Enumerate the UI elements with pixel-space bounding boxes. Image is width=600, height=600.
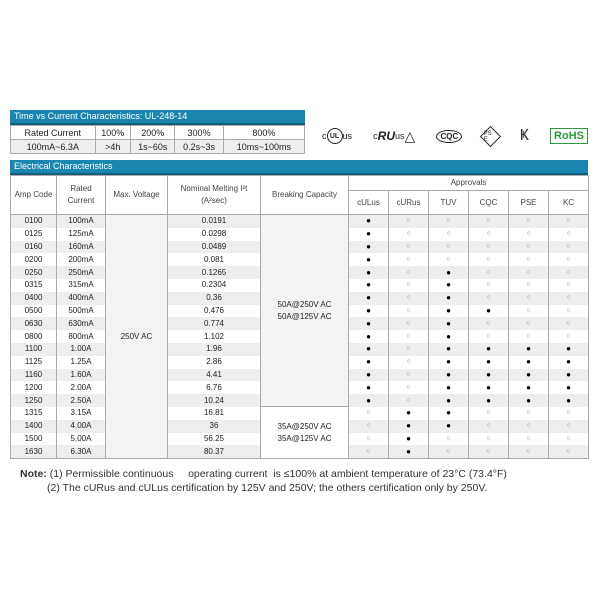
approval-kc-no: ○ xyxy=(549,292,589,305)
rated-current: 3.15A xyxy=(57,407,106,420)
header-amp-code: Amp Code xyxy=(11,176,57,215)
approval-culus-no: ○ xyxy=(349,420,389,433)
melting-i2t: 0.0298 xyxy=(168,228,261,241)
certification-logos xyxy=(322,122,588,150)
breaking-capacity-line: 35A@125V AC xyxy=(277,433,332,443)
approval-pse-yes: ● xyxy=(509,394,549,407)
time-current-value-cell: 10ms~100ms xyxy=(223,140,304,154)
approval-culus-yes: ● xyxy=(349,330,389,343)
time-current-value-cell: 100mA~6.3A xyxy=(11,140,96,154)
header-approval-culus: cULus xyxy=(349,191,389,215)
melting-i2t: 80.37 xyxy=(168,445,261,458)
rated-current: 800mA xyxy=(57,330,106,343)
amp-code: 0200 xyxy=(11,253,57,266)
breaking-capacity-line: 50A@250V AC xyxy=(277,299,332,309)
approval-tuv-yes: ● xyxy=(429,343,469,356)
time-current-header-cell: Rated Current xyxy=(11,126,96,140)
approval-cqc-no: ○ xyxy=(469,407,509,420)
header-approval-pse: PSE xyxy=(509,191,549,215)
approval-kc-no: ○ xyxy=(549,215,589,228)
approval-culus-yes: ● xyxy=(349,369,389,382)
approval-culus-yes: ● xyxy=(349,381,389,394)
melting-i2t: 0.0191 xyxy=(168,215,261,228)
approval-curus-no: ○ xyxy=(389,356,429,369)
note xyxy=(20,467,507,495)
approval-tuv-no: ○ xyxy=(429,241,469,254)
approval-pse-no: ○ xyxy=(509,433,549,446)
breaking-capacity-line: 50A@125V AC xyxy=(277,311,332,321)
approval-cqc-no: ○ xyxy=(469,253,509,266)
approval-tuv-yes: ● xyxy=(429,407,469,420)
electrical-characteristics-table xyxy=(10,160,588,459)
rated-current: 1.25A xyxy=(57,356,106,369)
amp-code: 1160 xyxy=(11,369,57,382)
approval-culus-yes: ● xyxy=(349,305,389,318)
approval-kc-no: ○ xyxy=(549,420,589,433)
rated-current: 200mA xyxy=(57,253,106,266)
approval-cqc-no: ○ xyxy=(469,445,509,458)
approval-pse-no: ○ xyxy=(509,253,549,266)
breaking-capacity xyxy=(261,407,349,459)
approval-kc-no: ○ xyxy=(549,317,589,330)
approval-curus-no: ○ xyxy=(389,228,429,241)
amp-code: 0100 xyxy=(11,215,57,228)
header-rated-current: Rated Current xyxy=(57,176,106,215)
melting-i2t: 6.76 xyxy=(168,381,261,394)
kc-logo-icon: Ҝ xyxy=(519,127,529,144)
time-current-value-cell: 0.2s~3s xyxy=(175,140,223,154)
approval-tuv-no: ○ xyxy=(429,215,469,228)
approval-curus-no: ○ xyxy=(389,292,429,305)
approval-kc-no: ○ xyxy=(549,330,589,343)
approval-tuv-yes: ● xyxy=(429,381,469,394)
approval-pse-no: ○ xyxy=(509,407,549,420)
approval-pse-yes: ● xyxy=(509,381,549,394)
approval-kc-no: ○ xyxy=(549,266,589,279)
approval-cqc-yes: ● xyxy=(469,394,509,407)
approval-pse-no: ○ xyxy=(509,317,549,330)
approval-kc-yes: ● xyxy=(549,394,589,407)
amp-code: 0250 xyxy=(11,266,57,279)
header-approval-cqc: CQC xyxy=(469,191,509,215)
time-current-value-cell: 1s~60s xyxy=(130,140,175,154)
rated-current: 630mA xyxy=(57,317,106,330)
rated-current: 4.00A xyxy=(57,420,106,433)
approval-tuv-yes: ● xyxy=(429,292,469,305)
melting-i2t: 0.476 xyxy=(168,305,261,318)
approval-kc-no: ○ xyxy=(549,445,589,458)
approval-kc-yes: ● xyxy=(549,369,589,382)
approval-tuv-yes: ● xyxy=(429,356,469,369)
approval-pse-yes: ● xyxy=(509,343,549,356)
header-nominal: Nominal Melting I²t (A²sec) xyxy=(168,176,261,215)
cur-logo-icon: c RU us △ xyxy=(373,127,416,144)
amp-code: 1250 xyxy=(11,394,57,407)
electrical-title: Electrical Characteristics xyxy=(10,160,588,175)
table-row xyxy=(11,215,589,228)
note-line-2: (2) The cURus and cULus certification by 125V and 250V; the others certification only by 250V. xyxy=(47,482,488,494)
amp-code: 0400 xyxy=(11,292,57,305)
approval-pse-yes: ● xyxy=(509,369,549,382)
time-current-header-cell: 300% xyxy=(175,126,223,140)
pse-mark: PS E xyxy=(484,130,493,142)
approval-curus-no: ○ xyxy=(389,266,429,279)
amp-code: 0315 xyxy=(11,279,57,292)
breaking-capacity xyxy=(261,215,349,407)
approval-kc-no: ○ xyxy=(549,279,589,292)
amp-code: 1200 xyxy=(11,381,57,394)
approval-curus-no: ○ xyxy=(389,394,429,407)
approval-tuv-no: ○ xyxy=(429,253,469,266)
cul-mark: UL xyxy=(327,128,343,144)
rated-current: 1.60A xyxy=(57,369,106,382)
approval-kc-no: ○ xyxy=(549,228,589,241)
approval-tuv-yes: ● xyxy=(429,279,469,292)
amp-code: 1100 xyxy=(11,343,57,356)
approval-kc-yes: ● xyxy=(549,356,589,369)
cqc-logo-icon xyxy=(436,130,462,143)
approval-pse-yes: ● xyxy=(509,356,549,369)
rated-current: 5.00A xyxy=(57,433,106,446)
approval-curus-no: ○ xyxy=(389,317,429,330)
approval-curus-no: ○ xyxy=(389,343,429,356)
melting-i2t: 4.41 xyxy=(168,369,261,382)
amp-code: 0800 xyxy=(11,330,57,343)
cqc-mark: CQC xyxy=(436,130,462,143)
approval-curus-no: ○ xyxy=(389,279,429,292)
rated-current: 315mA xyxy=(57,279,106,292)
pse-logo-icon xyxy=(483,129,498,144)
amp-code: 0160 xyxy=(11,241,57,254)
approval-cqc-no: ○ xyxy=(469,330,509,343)
approval-kc-no: ○ xyxy=(549,407,589,420)
approval-kc-no: ○ xyxy=(549,305,589,318)
approval-curus-no: ○ xyxy=(389,253,429,266)
melting-i2t: 0.1265 xyxy=(168,266,261,279)
approval-curus-no: ○ xyxy=(389,215,429,228)
melting-i2t: 0.774 xyxy=(168,317,261,330)
approval-tuv-yes: ● xyxy=(429,369,469,382)
approval-cqc-no: ○ xyxy=(469,228,509,241)
approval-pse-no: ○ xyxy=(509,445,549,458)
approval-curus-no: ○ xyxy=(389,381,429,394)
approval-tuv-no: ○ xyxy=(429,228,469,241)
approval-pse-no: ○ xyxy=(509,215,549,228)
approval-curus-yes: ● xyxy=(389,433,429,446)
melting-i2t: 1.96 xyxy=(168,343,261,356)
approval-culus-yes: ● xyxy=(349,292,389,305)
approval-tuv-no: ○ xyxy=(429,433,469,446)
time-current-table xyxy=(10,110,305,154)
approval-culus-yes: ● xyxy=(349,394,389,407)
approval-culus-yes: ● xyxy=(349,356,389,369)
melting-i2t: 0.2304 xyxy=(168,279,261,292)
amp-code: 1315 xyxy=(11,407,57,420)
approval-kc-no: ○ xyxy=(549,433,589,446)
approval-kc-yes: ● xyxy=(549,381,589,394)
approval-curus-yes: ● xyxy=(389,445,429,458)
approval-cqc-yes: ● xyxy=(469,305,509,318)
approval-curus-no: ○ xyxy=(389,330,429,343)
breaking-capacity-line: 35A@250V AC xyxy=(277,421,332,431)
amp-code: 1500 xyxy=(11,433,57,446)
approval-tuv-no: ○ xyxy=(429,445,469,458)
approval-kc-no: ○ xyxy=(549,241,589,254)
approval-pse-no: ○ xyxy=(509,330,549,343)
approval-culus-no: ○ xyxy=(349,433,389,446)
approval-cqc-no: ○ xyxy=(469,433,509,446)
melting-i2t: 10.24 xyxy=(168,394,261,407)
header-approval-kc: KC xyxy=(549,191,589,215)
melting-i2t: 36 xyxy=(168,420,261,433)
rated-current: 2.00A xyxy=(57,381,106,394)
approval-cqc-no: ○ xyxy=(469,317,509,330)
approval-pse-no: ○ xyxy=(509,292,549,305)
approval-culus-yes: ● xyxy=(349,317,389,330)
approval-cqc-no: ○ xyxy=(469,241,509,254)
amp-code: 0125 xyxy=(11,228,57,241)
time-current-header-cell: 200% xyxy=(130,126,175,140)
approval-culus-yes: ● xyxy=(349,241,389,254)
melting-i2t: 16.81 xyxy=(168,407,261,420)
amp-code: 0500 xyxy=(11,305,57,318)
approval-curus-no: ○ xyxy=(389,241,429,254)
rated-current: 160mA xyxy=(57,241,106,254)
approval-culus-no: ○ xyxy=(349,445,389,458)
approval-curus-yes: ● xyxy=(389,407,429,420)
melting-i2t: 0.0489 xyxy=(168,241,261,254)
approval-cqc-no: ○ xyxy=(469,215,509,228)
approval-cqc-no: ○ xyxy=(469,266,509,279)
approval-pse-no: ○ xyxy=(509,266,549,279)
approval-culus-yes: ● xyxy=(349,228,389,241)
max-voltage: 250V AC xyxy=(106,215,168,459)
melting-i2t: 2.86 xyxy=(168,356,261,369)
time-current-title: Time vs Current Characteristics: UL-248-14 xyxy=(10,110,305,125)
approval-culus-yes: ● xyxy=(349,279,389,292)
approval-cqc-yes: ● xyxy=(469,381,509,394)
rated-current: 500mA xyxy=(57,305,106,318)
approval-cqc-no: ○ xyxy=(469,279,509,292)
approval-tuv-yes: ● xyxy=(429,305,469,318)
table-row xyxy=(11,407,589,420)
approval-pse-no: ○ xyxy=(509,279,549,292)
time-current-value-cell: >4h xyxy=(95,140,130,154)
rated-current: 125mA xyxy=(57,228,106,241)
note-label: Note: xyxy=(20,468,47,480)
approval-tuv-yes: ● xyxy=(429,317,469,330)
rated-current: 250mA xyxy=(57,266,106,279)
header-approval-curus: cURus xyxy=(389,191,429,215)
melting-i2t: 56.25 xyxy=(168,433,261,446)
approval-culus-yes: ● xyxy=(349,343,389,356)
melting-i2t: 1.102 xyxy=(168,330,261,343)
amp-code: 0630 xyxy=(11,317,57,330)
cur-mark: RU xyxy=(377,129,396,143)
approval-pse-no: ○ xyxy=(509,228,549,241)
approval-culus-yes: ● xyxy=(349,266,389,279)
approval-cqc-yes: ● xyxy=(469,343,509,356)
approval-pse-no: ○ xyxy=(509,420,549,433)
rated-current: 1.00A xyxy=(57,343,106,356)
approval-cqc-yes: ● xyxy=(469,369,509,382)
rated-current: 6.30A xyxy=(57,445,106,458)
header-max-voltage: Max. Voltage xyxy=(106,176,168,215)
rohs-logo: RoHS xyxy=(550,128,588,144)
cul-logo-icon: c UL us xyxy=(322,128,352,144)
approval-tuv-yes: ● xyxy=(429,420,469,433)
header-breaking: Breaking Capacity xyxy=(261,176,349,215)
rated-current: 400mA xyxy=(57,292,106,305)
approval-culus-yes: ● xyxy=(349,215,389,228)
time-current-header-cell: 100% xyxy=(95,126,130,140)
approval-curus-no: ○ xyxy=(389,369,429,382)
approval-tuv-yes: ● xyxy=(429,266,469,279)
approval-cqc-yes: ● xyxy=(469,356,509,369)
approval-culus-no: ○ xyxy=(349,407,389,420)
approval-tuv-yes: ● xyxy=(429,330,469,343)
amp-code: 1630 xyxy=(11,445,57,458)
amp-code: 1125 xyxy=(11,356,57,369)
melting-i2t: 0.081 xyxy=(168,253,261,266)
approval-pse-no: ○ xyxy=(509,305,549,318)
melting-i2t: 0.36 xyxy=(168,292,261,305)
approval-pse-no: ○ xyxy=(509,241,549,254)
approval-cqc-no: ○ xyxy=(469,420,509,433)
rated-current: 2.50A xyxy=(57,394,106,407)
note-line-1: (1) Permissible continuous operating current is ≤100% at ambient temperature of 23°C (73.4°F) xyxy=(49,468,507,480)
approval-kc-yes: ● xyxy=(549,343,589,356)
approval-culus-yes: ● xyxy=(349,253,389,266)
header-approvals: Approvals xyxy=(349,176,589,191)
approval-tuv-yes: ● xyxy=(429,394,469,407)
approval-cqc-no: ○ xyxy=(469,292,509,305)
time-current-header-cell: 800% xyxy=(223,126,304,140)
header-approval-tuv: TUV xyxy=(429,191,469,215)
amp-code: 1400 xyxy=(11,420,57,433)
rated-current: 100mA xyxy=(57,215,106,228)
approval-curus-no: ○ xyxy=(389,305,429,318)
approval-kc-no: ○ xyxy=(549,253,589,266)
approval-curus-yes: ● xyxy=(389,420,429,433)
